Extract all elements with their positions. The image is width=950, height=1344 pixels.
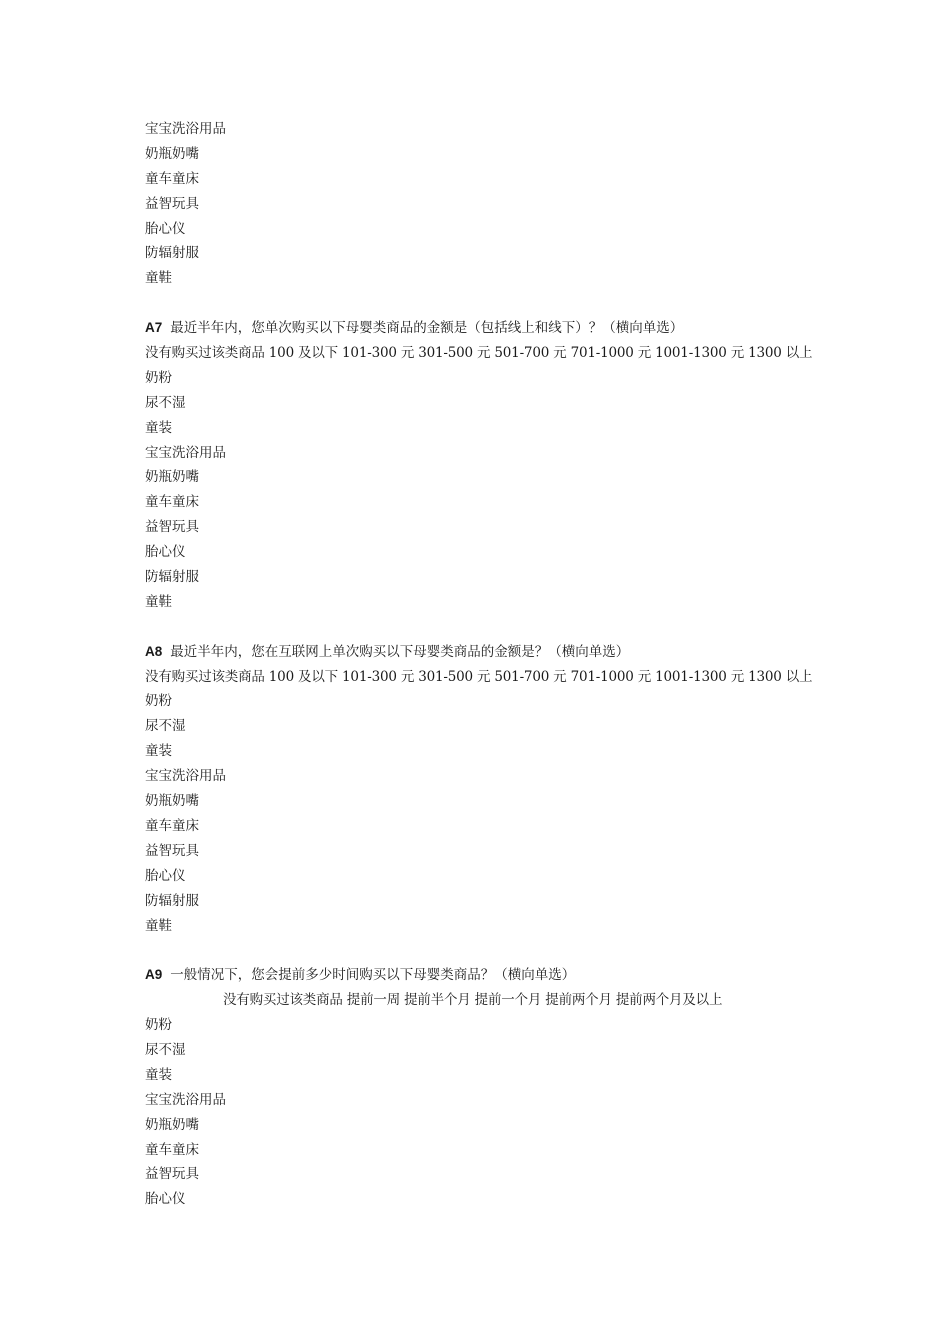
list-item: 奶粉 <box>145 1017 172 1034</box>
question-text: 最近半年内，您在互联网上单次购买以下母婴类商品的金额是？（横向单选） <box>170 643 630 660</box>
question-heading <box>145 640 845 665</box>
top-item-list <box>145 117 845 291</box>
answer-options: 没有购买过该类商品 提前一周 提前半个月 提前一个月 提前两个月 提前两个月及以上 <box>223 992 723 1009</box>
answer-options: 没有购买过该类商品 100 及以下 101-300 元 301-500 元 501-700 元 701-1000 元 1001-1300 元 1300 以上 <box>145 668 813 685</box>
list-item: 益智玩具 <box>145 842 199 859</box>
list-item: 宝宝洗浴用品 <box>145 444 226 461</box>
list-item: 童装 <box>145 1066 172 1083</box>
list-item: 童装 <box>145 419 172 436</box>
list-item: 奶瓶奶嘴 <box>145 1116 199 1133</box>
list-item: 胎心仪 <box>145 220 186 237</box>
list-item: 童鞋 <box>145 593 172 610</box>
question-text: 一般情况下，您会提前多少时间购买以下母婴类商品？（横向单选） <box>170 967 576 984</box>
list-item: 宝宝洗浴用品 <box>145 768 226 785</box>
list-item: 益智玩具 <box>145 1166 199 1183</box>
question-heading <box>145 963 845 988</box>
list-item: 胎心仪 <box>145 1191 186 1208</box>
list-item: 童车童床 <box>145 494 199 511</box>
list-item: 童车童床 <box>145 817 199 834</box>
list-item: 童鞋 <box>145 917 172 934</box>
question-a8 <box>145 640 845 939</box>
question-heading <box>145 316 845 341</box>
list-item: 奶瓶奶嘴 <box>145 145 199 162</box>
spacer <box>145 615 845 640</box>
list-item: 防辐射服 <box>145 892 199 909</box>
spacer <box>145 291 845 316</box>
list-item: 奶瓶奶嘴 <box>145 469 199 486</box>
list-item: 尿不湿 <box>145 1041 186 1058</box>
list-item: 奶粉 <box>145 693 172 710</box>
list-item: 防辐射服 <box>145 569 199 586</box>
list-item: 尿不湿 <box>145 718 186 735</box>
list-item: 益智玩具 <box>145 195 199 212</box>
list-item: 宝宝洗浴用品 <box>145 121 226 137</box>
question-text: 最近半年内，您单次购买以下母婴类商品的金额是（包括线上和线下）？（横向单选） <box>170 320 684 337</box>
list-item: 尿不湿 <box>145 394 186 411</box>
list-item: 宝宝洗浴用品 <box>145 1091 226 1108</box>
list-item: 奶瓶奶嘴 <box>145 793 199 810</box>
question-a9 <box>145 963 845 1212</box>
question-a7 <box>145 316 845 615</box>
list-item: 童车童床 <box>145 170 199 187</box>
document-page <box>145 117 845 1212</box>
answer-options: 没有购买过该类商品 100 及以下 101-300 元 301-500 元 501-700 元 701-1000 元 1001-1300 元 1300 以上 <box>145 345 813 362</box>
question-id: A8 <box>145 643 163 659</box>
list-item: 童装 <box>145 743 172 760</box>
list-item: 胎心仪 <box>145 867 186 884</box>
list-item: 童车童床 <box>145 1141 199 1158</box>
list-item: 防辐射服 <box>145 245 199 262</box>
list-item: 胎心仪 <box>145 544 186 561</box>
list-item: 奶粉 <box>145 369 172 386</box>
list-item: 益智玩具 <box>145 519 199 536</box>
question-id: A7 <box>145 320 163 336</box>
question-id: A9 <box>145 967 163 983</box>
list-item: 童鞋 <box>145 270 172 287</box>
spacer <box>145 938 845 963</box>
